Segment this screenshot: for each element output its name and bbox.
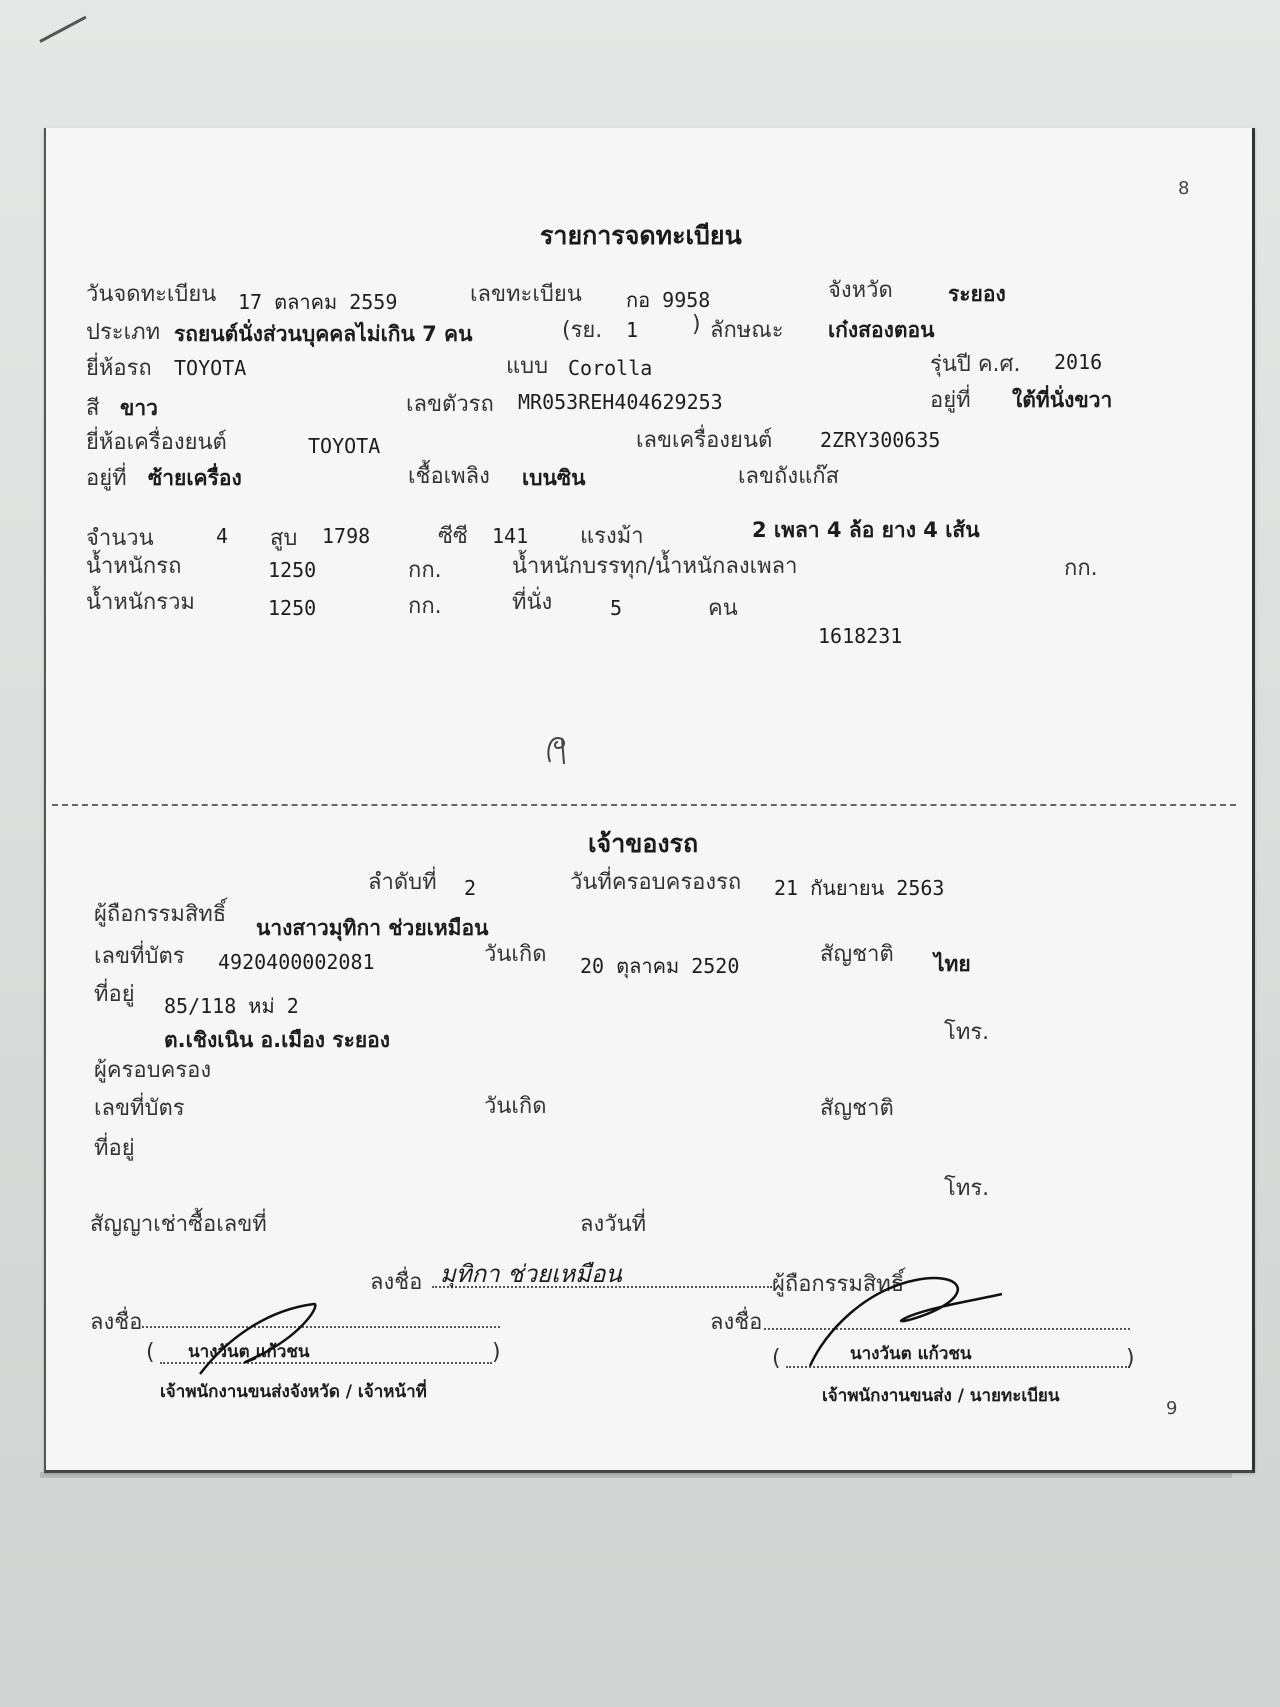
weight-value: 1250 xyxy=(268,558,317,582)
nation-value: ไทย xyxy=(934,952,971,976)
address-line1: 85/118 หม่ 2 xyxy=(164,994,299,1018)
id-value: 4920400002081 xyxy=(218,950,375,974)
left-officer-name: นางวันต แก้วชน xyxy=(188,1342,310,1362)
engine-no-value: 2ZRY300635 xyxy=(820,428,941,452)
ry-close: ) xyxy=(692,312,701,337)
vin-label: เลขตัวรถ xyxy=(406,392,494,417)
province-label: จังหวัด xyxy=(828,278,893,303)
fuel-value: เบนซิน xyxy=(522,466,586,490)
model-value: Corolla xyxy=(568,356,653,380)
reg-date-value: 17 ตลาคม 2559 xyxy=(238,290,398,314)
brand-value: TOYOTA xyxy=(174,356,247,380)
left-paren-close: ) xyxy=(492,1340,501,1365)
vin-value: MR053REH404629253 xyxy=(518,390,723,414)
possess-date-label: วันที่ครอบครองรถ xyxy=(570,870,742,895)
weight-label: น้ำหนักรถ xyxy=(86,554,182,579)
plate-label: เลขทะเบียน xyxy=(470,282,582,307)
cylinder-label: สูบ xyxy=(270,526,298,551)
kg-1: กก. xyxy=(408,558,442,583)
model-label: แบบ xyxy=(506,354,549,379)
left-paren-open: ( xyxy=(146,1340,155,1365)
possessor-label: ผู้ครอบครอง xyxy=(94,1058,212,1083)
address2-label: ที่อยู่ xyxy=(94,1136,135,1161)
style-label: ลักษณะ xyxy=(710,318,784,343)
count-value: 4 xyxy=(216,524,229,548)
phone2-label: โทร. xyxy=(944,1176,990,1201)
holder-sign-suffix: ผู้ถือกรรมสิทธิ์ xyxy=(772,1272,905,1297)
right-officer-name: นางวันต แก้วชน xyxy=(850,1344,972,1364)
id-label: เลขที่บัตร xyxy=(94,944,185,969)
registration-sheet xyxy=(44,128,1255,1473)
cc-value: 141 xyxy=(492,524,529,548)
type-label: ประเภท xyxy=(86,320,161,345)
load-label: น้ำหนักบรรทุก/น้ำหนักลงเพลา xyxy=(512,554,798,579)
type-value: รถยนต์นั่งส่วนบุคคลไม่เกิน 7 คน xyxy=(174,322,473,346)
owner-title: เจ้าของรถ xyxy=(588,829,699,858)
seats-value: 5 xyxy=(610,596,623,620)
reg-date-label: วันจดทะเบียน xyxy=(86,282,217,307)
engine-no-label: เลขเครื่องยนต์ xyxy=(636,428,773,453)
gas-tank-label: เลขถังแก๊ส xyxy=(738,464,840,489)
right-sign-label: ลงชื่อ xyxy=(710,1310,763,1335)
color-value: ขาว xyxy=(120,396,158,420)
axle-value: 2 เพลา 4 ล้อ ยาง 4 เส้น xyxy=(752,518,980,542)
engine-location-label: อยู่ที่ xyxy=(86,466,127,491)
seq-label: ลำดับที่ xyxy=(368,870,437,895)
vin-location-value: ใต้ที่นั่งขวา xyxy=(1012,388,1113,412)
holder-sign-label: ลงชื่อ xyxy=(370,1270,423,1295)
id2-label: เลขที่บัตร xyxy=(94,1096,185,1121)
year-label: รุ่นปี ค.ศ. xyxy=(930,352,1021,377)
province-value: ระยอง xyxy=(948,282,1006,306)
right-signature-icon xyxy=(806,1270,1006,1370)
right-paren-open: ( xyxy=(772,1346,781,1371)
phone-label: โทร. xyxy=(944,1020,990,1045)
count-label: จำนวน xyxy=(86,526,154,551)
registration-title: รายการจดทะเบียน xyxy=(540,221,742,250)
nation-label: สัญชาติ xyxy=(820,942,894,967)
birth2-label: วันเกิด xyxy=(484,1094,547,1119)
left-officer-title: เจ้าพนักงานขนส่งจังหวัด / เจ้าหน้าที่ xyxy=(160,1382,427,1402)
color-label: สี xyxy=(86,396,100,421)
birth-value: 20 ตุลาคม 2520 xyxy=(580,954,740,978)
total-weight-label: น้ำหนักรวม xyxy=(86,590,195,615)
holder-value: นางสาวมุทิกา ช่วยเหมือน xyxy=(256,916,489,940)
left-sign-label: ลงชื่อ xyxy=(90,1310,143,1335)
fold-separator xyxy=(52,804,1236,806)
fuel-label: เชื้อเพลิง xyxy=(408,464,490,489)
holder-label: ผู้ถือกรรมสิทธิ์ xyxy=(94,902,227,927)
total-weight-value: 1250 xyxy=(268,596,317,620)
possess-date-value: 21 กันยายน 2563 xyxy=(774,876,945,900)
reference-number: 1618231 xyxy=(818,624,903,648)
engine-brand-value: TOYOTA xyxy=(308,434,381,458)
holder-signature: มุทิกา ช่วยเหมือน xyxy=(440,1260,622,1288)
lease-label: สัญญาเช่าซื้อเลขที่ xyxy=(90,1212,267,1237)
nation2-label: สัญชาติ xyxy=(820,1096,894,1121)
birth-label: วันเกิด xyxy=(484,942,547,967)
kg-3: กก. xyxy=(408,594,442,619)
plate-value: กอ 9958 xyxy=(626,288,711,312)
brand-label: ยี่ห้อรถ xyxy=(86,356,152,381)
page-number-bottom: 9 xyxy=(1166,1398,1178,1419)
seq-value: 2 xyxy=(464,876,477,900)
ry-open: (รย. xyxy=(562,318,603,343)
left-signature-icon xyxy=(196,1300,326,1380)
handwritten-mark-icon xyxy=(544,732,574,766)
page-number-top: 8 xyxy=(1178,178,1190,199)
engine-brand-label: ยี่ห้อเครื่องยนต์ xyxy=(86,430,227,455)
style-value: เก๋งสองตอน xyxy=(828,318,935,342)
right-officer-title: เจ้าพนักงานขนส่ง / นายทะเบียน xyxy=(822,1386,1060,1406)
seats-label: ที่นั่ง xyxy=(512,590,553,615)
hp-label: แรงม้า xyxy=(580,524,644,549)
ry-value: 1 xyxy=(626,318,639,342)
seats-unit: คน xyxy=(708,596,738,621)
right-paren-close: ) xyxy=(1126,1346,1135,1371)
kg-2: กก. xyxy=(1064,556,1098,581)
cylinder-value: 1798 xyxy=(322,524,371,548)
address-line2: ต.เชิงเนิน อ.เมือง ระยอง xyxy=(164,1028,391,1052)
vin-location-label: อยู่ที่ xyxy=(930,388,971,413)
year-value: 2016 xyxy=(1054,350,1103,374)
sign-date-label: ลงวันที่ xyxy=(580,1212,647,1237)
engine-location-value: ซ้ายเครื่อง xyxy=(148,466,242,490)
cc-label: ซีซี xyxy=(438,524,468,549)
address-label: ที่อยู่ xyxy=(94,982,135,1007)
